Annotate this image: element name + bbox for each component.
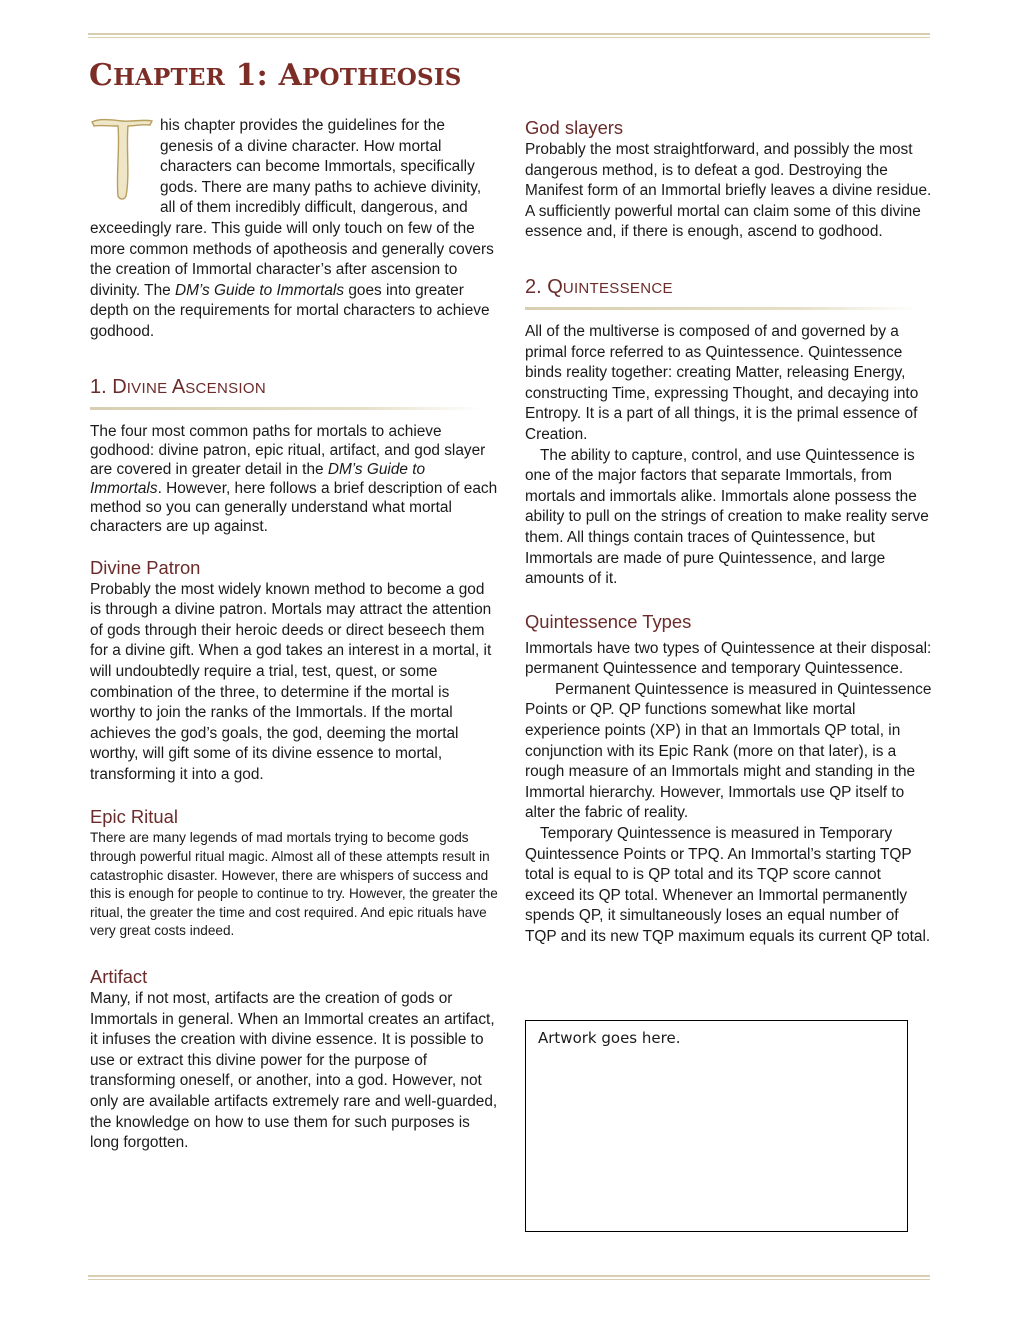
god-slayers-body: Probably the most straightforward, and possibly the most dangerous method, is to defeat a god. Destroying the Manifest form of an Immortal briefly leaves a divine residue. A sufficiently powerful mortal can claim some of this divine essence and, if there is enough, ascend to godhood. xyxy=(525,141,932,241)
bottom-rule xyxy=(88,1275,930,1280)
quintessence-para-1: All of the multiverse is composed of and governed by a primal force referred to as Quintessence. Quintessence binds reality together: creating Matter, releasing Energy, constructing Time, expressing Thought, and decaying into Entropy. It is a part of all things, it is the primal essence of Creation. xyxy=(525,322,919,443)
artwork-placeholder-text: Artwork goes here. xyxy=(538,1029,681,1047)
intro-text: his chapter provides the guidelines for the genesis of a divine character. How mortal characters can become Immortals, specifically gods. There are many paths to achieve divinity, all of them incredibly difficult, dangerous, and exceedingly rare. This guide will only touch on few of the more common methods of apotheosis and generally covers the creation of Immortal character’s after ascension to divinity. The xyxy=(90,117,494,299)
god-slayers-heading: God slayers xyxy=(525,117,624,138)
intro-text-end: goes into greater depth on the requirements for mortal characters to achieve godhood. xyxy=(90,281,490,340)
left-column xyxy=(90,116,498,1154)
heading-rule xyxy=(525,307,917,310)
quintessence-types-para-2: Permanent Quintessence is measured in Quintessence Points or QP. QP functions somewhat like mortal experience points (XP) in that an Immortals QP total, in conjunction with its Epic Rank (more on that later), is a rough measure of an Immortals might and standing in the Immortal hierarchy. However, Immortals use QP itself to alter the fabric of reality. xyxy=(525,680,932,822)
chapter-title-text: CHAPTER 1: APOTHEOSIS xyxy=(89,58,462,93)
right-column xyxy=(525,116,933,948)
artwork-placeholder-box xyxy=(525,1020,908,1232)
divine-patron-body: Probably the most widely known method to become a god is through a divine patron. Mortals may attract the attention of gods through their heroic deeds or direct beseech them for a divine gift. When a god takes an interest in a mortal, it will undoubtedly require a trial, test, quest, or some combination of the three, to determine if the mortal is worthy to join the ranks of the Immortals. If the mortal achieves the god’s goals, the god, deeming the mortal worthy, will gift some of its divine essence to mortal, transforming it into a god. xyxy=(90,580,492,783)
intro-italic: DM’s Guide to Immortals xyxy=(174,281,345,299)
divine-ascension-body: The four most common paths for mortals to achieve godhood: divine patron, epic ritual, artifact, and god slayer are covered in greater detail in the DM’s Guide to Immortals. However, here follows a brief description of each method so you can generally understand what mortal characters are up against. xyxy=(90,422,498,535)
intro-paragraph xyxy=(90,116,498,343)
quintessence-para-2: The ability to capture, control, and use Quintessence is one of the major factors that separate Immortals, from mortals and immortals alike. Immortals alone possess the ability to pull on the strings of creation to make reality serve them. All things contain traces of Quintessence, but Immortals are made of pure Quintessence, and large amounts of it. xyxy=(525,446,929,588)
dropcap-t-icon xyxy=(90,116,154,202)
epic-ritual-heading: Epic Ritual xyxy=(90,806,178,828)
quintessence-types-para-1: Immortals have two types of Quintessence at their disposal: permanent Quintessence and temporary Quintessence. xyxy=(525,639,932,678)
section-heading-quintessence: 2. QUINTESSENCE xyxy=(525,275,673,298)
artifact-heading: Artifact xyxy=(90,966,148,988)
chapter-title xyxy=(89,58,462,93)
epic-ritual-body: There are many legends of mad mortals trying to become gods through powerful ritual magic. Almost all of these attempts result in catastrophic disaster. However, there are whispers of success and this is enough for people to continue to try. However, the greater the ritual, the greater the time and cost required. And epic rituals have very great costs indeed. xyxy=(90,830,498,939)
artifact-body: Many, if not most, artifacts are the creation of gods or Immortals in general. When an Immortal creates an artifact, it infuses the creation with divine essence. It is possible to use or extract this divine power for the purpose of transforming oneself, or another, into a god. However, not only are available artifacts extremely rare and well-guarded, the knowledge on how to use them for such purposes is long forgotten. xyxy=(90,990,498,1152)
section-heading-divine-ascension: 1. DIVINE ASCENSION xyxy=(90,375,266,398)
quintessence-types-para-3: Temporary Quintessence is measured in Temporary Quintessence Points or TPQ. An Immortal’s starting TQP total is equal to is QP total and its TQP score cannot exceed its QP total. Whenever an Immortal permanently spends QP, it simultaneously loses an equal number of TQP and its new TQP maximum equals its current QP total. xyxy=(525,825,931,945)
heading-rule xyxy=(90,407,482,410)
quintessence-types-heading: Quintessence Types xyxy=(525,610,692,632)
top-rule xyxy=(88,33,930,38)
divine-patron-heading: Divine Patron xyxy=(90,556,201,578)
